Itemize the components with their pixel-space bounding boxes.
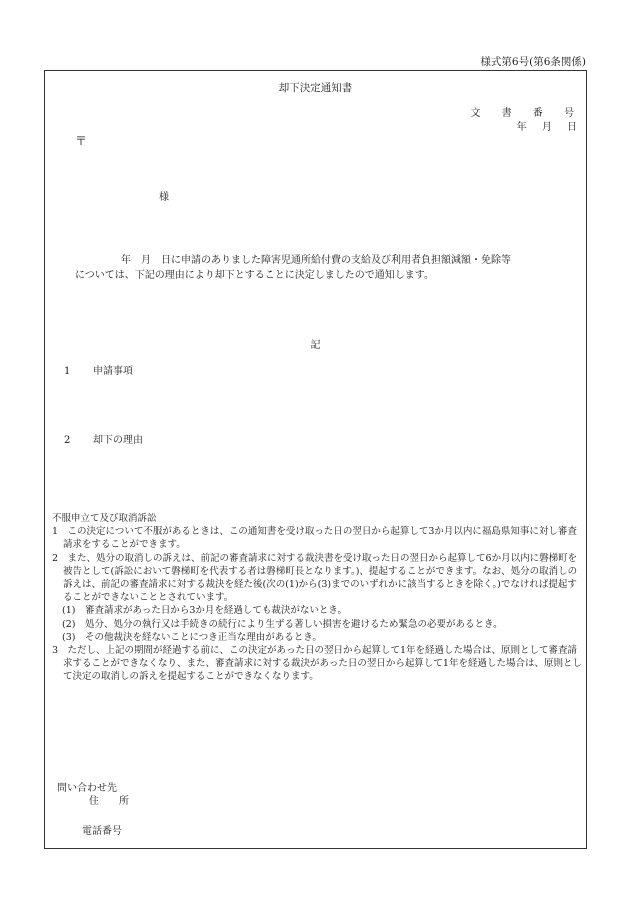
- postal-mark: 〒: [75, 134, 88, 148]
- contact-phone-label: 電話番号: [82, 826, 122, 837]
- document-title: 却下決定通知書: [278, 82, 353, 94]
- form-number: 様式第6号(第6条関係): [480, 56, 586, 68]
- appeal-sub-item-1: (1) 審査請求があった日から3か月を経過しても裁決がないとき。: [62, 605, 348, 617]
- section-label: 申請事項: [93, 366, 133, 377]
- ki-heading: 記: [310, 340, 321, 351]
- appeal-item-1: 1 この決定について不服があるときは、この通知書を受け取った日の翌日から起算して3か月以内に福島県知事に対し審査請求をすることができます。: [52, 526, 577, 551]
- section-rejection-reason: [64, 431, 143, 446]
- appeal-notice: [52, 512, 585, 684]
- addressee-suffix: 様: [159, 192, 169, 203]
- document-number-label: 文 書 番 号: [470, 108, 583, 119]
- notice-body-line-1: 年 月 日に申請のありました障害児通所給付費の支給及び利用者負担額減額・免除等: [121, 255, 511, 266]
- notice-body-line-2: については、下記の理由により却下とすることに決定しましたので通知します。: [75, 270, 434, 281]
- notice-body: [75, 253, 580, 283]
- appeal-item-3: 3 ただし、上記の期間が経過する前に、この決定があった日の翌日から起算して1年を経過した場合は、原則として審査請求することができなくなり、また、審査請求に対する裁決があった日の翌日から起算して1年を経過した場合は、原則として決定の取消しの訴えを提起することができなくなります。: [52, 645, 582, 683]
- notice-frame: [44, 70, 587, 849]
- section-number: 1: [64, 366, 71, 377]
- appeal-sub-item-3: (3) その他裁決を経ないことにつき正当な理由があるとき。: [62, 631, 322, 643]
- section-number: 2: [64, 435, 71, 446]
- appeal-sub-item-2: (2) 処分、処分の執行又は手続きの続行により生ずる著しい損害を避けるため緊急の必要があるとき。: [62, 618, 503, 630]
- contact-block: [57, 782, 129, 838]
- document-date-label: 年 月 日: [516, 122, 583, 133]
- section-label: 却下の理由: [93, 435, 143, 446]
- appeal-heading: 不服申立て及び取消訴訟: [52, 513, 157, 524]
- section-application-items: [64, 362, 133, 377]
- appeal-item-2: 2 また、処分の取消しの訴えは、前記の審査請求に対する裁決書を受け取った日の翌日から起算して6か月以内に磐梯町を被告として(訴訟において磐梯町を代表する者は磐梯町長となります。)、提起することができます。なお、処分の取消しの訴えは、前記の審査請求に対する裁決を経た後(次の(1)から(3)までのいずれかに該当するときを除く。)でなければ提起することができないこととされています。: [52, 552, 578, 604]
- contact-heading: 問い合わせ先: [57, 783, 117, 794]
- contact-address-label: 住 所: [89, 796, 129, 807]
